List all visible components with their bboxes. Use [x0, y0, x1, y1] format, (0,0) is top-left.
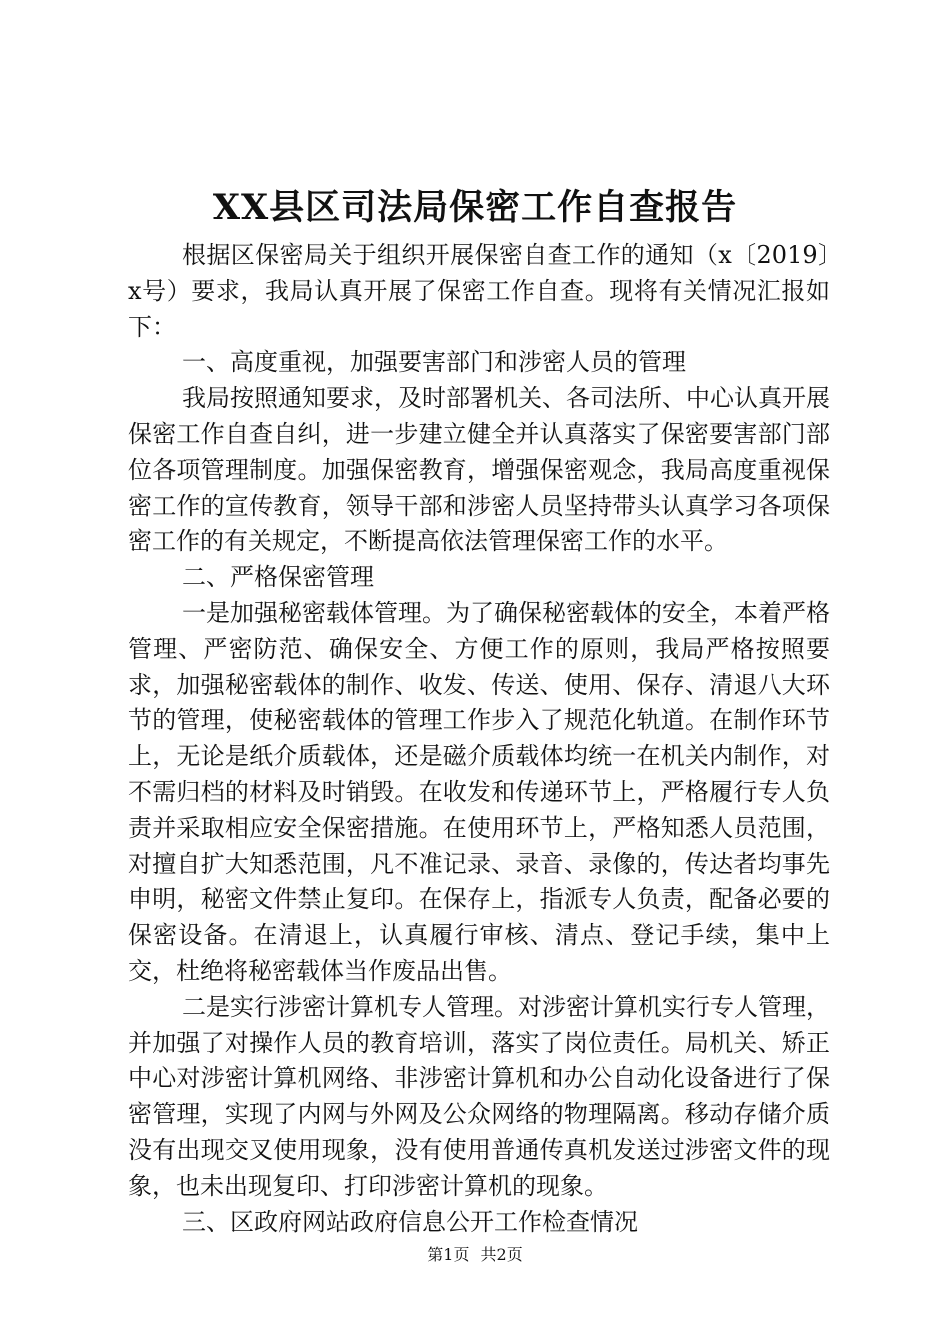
section-heading-1: 一、高度重视，加强要害部门和涉密人员的管理 — [182, 348, 686, 377]
intro-paragraph: 根据区保密局关于组织开展保密自查工作的通知（x〔2019〕x号）要求，我局认真开展了保密工作自查。现将有关情况汇报如下： — [128, 241, 830, 341]
page-footer — [0, 1243, 950, 1267]
section-1-paragraph: 我局按照通知要求，及时部署机关、各司法所、中心认真开展保密工作自查自纠，进一步建立健全并认真落实了保密要害部门部位各项管理制度。加强保密教育，增强保密观念，我局高度重视保密工作的宣传教育，领导干部和涉密人员坚持带头认真学习各项保密工作的有关规定，不断提高依法管理保密工作的水平。 — [128, 384, 830, 556]
document-body — [128, 238, 830, 1240]
section-2-paragraph-1: 一是加强秘密载体管理。为了确保秘密载体的安全，本着严格管理、严密防范、确保安全、方便工作的原则，我局严格按照要求，加强秘密载体的制作、收发、传送、使用、保存、清退八大环节的管理，使秘密载体的管理工作步入了规范化轨道。在制作环节上，无论是纸介质载体，还是磁介质载体均统一在机关内制作，对不需归档的材料及时销毁。在收发和传递环节上，严格履行专人负责并采取相应安全保密措施。在使用环节上，严格知悉人员范围，对擅自扩大知悉范围，凡不准记录、录音、录像的，传达者均事先申明，秘密文件禁止复印。在保存上，指派专人负责，配备必要的保密设备。在清退上，认真履行审核、清点、登记手续，集中上交，杜绝将秘密载体当作废品出售。 — [128, 598, 830, 985]
document-title: XX县区司法局保密工作自查报告 — [212, 187, 738, 228]
section-heading-3: 三、区政府网站政府信息公开工作检查情况 — [182, 1207, 638, 1236]
section-heading-2: 二、严格保密管理 — [182, 563, 374, 592]
page-total: 共2页 — [480, 1245, 523, 1264]
page-number: 第1页 — [427, 1245, 470, 1264]
section-2-paragraph-2: 二是实行涉密计算机专人管理。对涉密计算机实行专人管理，并加强了对操作人员的教育培训，落实了岗位责任。局机关、矫正中心对涉密计算机网络、非涉密计算机和办公自动化设备进行了保密管理，实现了内网与外网及公众网络的物理隔离。移动存储介质没有出现交叉使用现象，没有使用普通传真机发送过涉密文件的现象，也未出现复印、打印涉密计算机的现象。 — [128, 992, 830, 1200]
